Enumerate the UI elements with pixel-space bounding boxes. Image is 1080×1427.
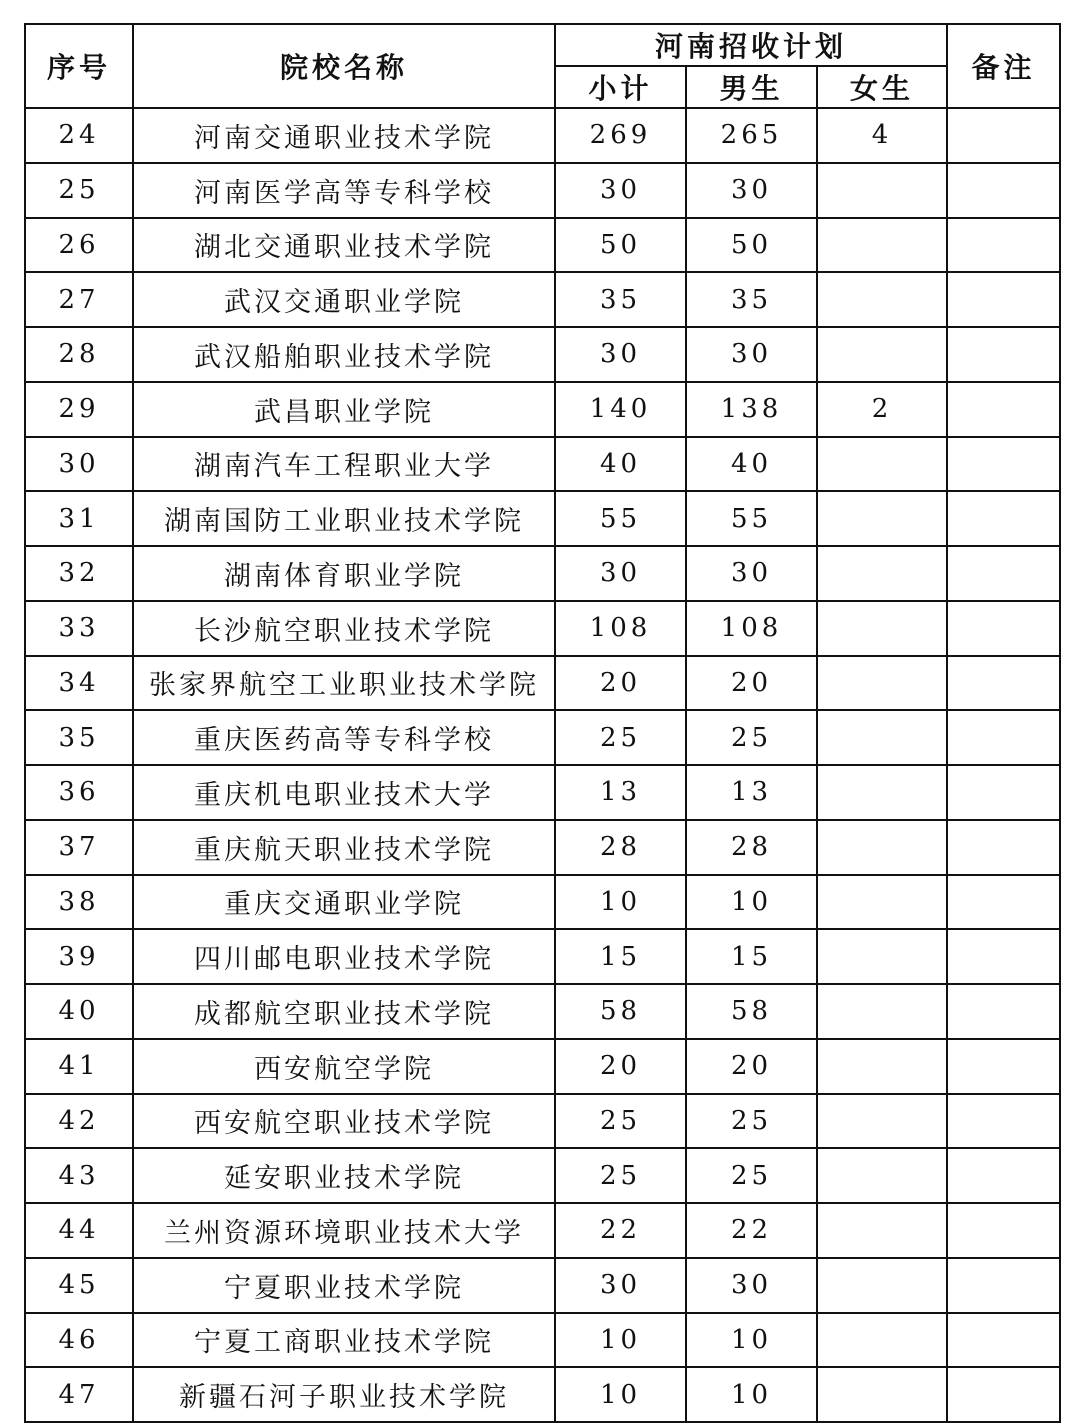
cell-male: 10	[686, 1313, 817, 1368]
cell-note	[947, 163, 1060, 218]
cell-school: 湖南汽车工程职业大学	[133, 437, 555, 492]
cell-subtotal: 55	[555, 491, 686, 546]
cell-female	[817, 272, 947, 327]
table-row	[25, 1258, 1060, 1313]
cell-seq: 28	[25, 327, 133, 382]
cell-school: 重庆航天职业技术学院	[133, 820, 555, 875]
table-row	[25, 765, 1060, 820]
cell-note	[947, 382, 1060, 437]
cell-male: 40	[686, 437, 817, 492]
cell-female	[817, 820, 947, 875]
cell-seq: 40	[25, 984, 133, 1039]
cell-male: 10	[686, 875, 817, 930]
cell-school: 长沙航空职业技术学院	[133, 601, 555, 656]
cell-subtotal: 22	[555, 1203, 686, 1258]
cell-note	[947, 1094, 1060, 1149]
cell-seq: 37	[25, 820, 133, 875]
cell-note	[947, 218, 1060, 273]
cell-school: 延安职业技术学院	[133, 1148, 555, 1203]
cell-note	[947, 1203, 1060, 1258]
cell-female: 4	[817, 108, 947, 163]
cell-school: 武汉交通职业学院	[133, 272, 555, 327]
table-row	[25, 163, 1060, 218]
cell-male: 58	[686, 984, 817, 1039]
cell-seq: 34	[25, 656, 133, 711]
header-male: 男生	[686, 66, 817, 108]
cell-school: 新疆石河子职业技术学院	[133, 1367, 555, 1422]
cell-seq: 33	[25, 601, 133, 656]
cell-note	[947, 875, 1060, 930]
header-seq: 序号	[25, 24, 133, 108]
header-school: 院校名称	[133, 24, 555, 108]
cell-subtotal: 13	[555, 765, 686, 820]
cell-subtotal: 269	[555, 108, 686, 163]
cell-seq: 29	[25, 382, 133, 437]
table-row	[25, 218, 1060, 273]
cell-note	[947, 1258, 1060, 1313]
cell-school: 宁夏职业技术学院	[133, 1258, 555, 1313]
cell-seq: 25	[25, 163, 133, 218]
cell-male: 25	[686, 710, 817, 765]
cell-note	[947, 1367, 1060, 1422]
cell-female	[817, 1039, 947, 1094]
cell-seq: 38	[25, 875, 133, 930]
cell-school: 四川邮电职业技术学院	[133, 929, 555, 984]
enrollment-plan-table	[24, 23, 1061, 1423]
cell-female	[817, 710, 947, 765]
cell-subtotal: 25	[555, 1094, 686, 1149]
table-row	[25, 710, 1060, 765]
table-row	[25, 1367, 1060, 1422]
cell-note	[947, 437, 1060, 492]
cell-subtotal: 30	[555, 327, 686, 382]
cell-male: 30	[686, 546, 817, 601]
cell-male: 25	[686, 1094, 817, 1149]
table-row	[25, 1094, 1060, 1149]
cell-female	[817, 327, 947, 382]
cell-school: 西安航空职业技术学院	[133, 1094, 555, 1149]
cell-subtotal: 25	[555, 1148, 686, 1203]
table-row	[25, 656, 1060, 711]
cell-school: 湖南体育职业学院	[133, 546, 555, 601]
cell-female	[817, 437, 947, 492]
cell-seq: 31	[25, 491, 133, 546]
cell-subtotal: 10	[555, 1367, 686, 1422]
cell-female	[817, 765, 947, 820]
table-row	[25, 1148, 1060, 1203]
cell-note	[947, 327, 1060, 382]
table-row	[25, 382, 1060, 437]
cell-subtotal: 35	[555, 272, 686, 327]
cell-seq: 47	[25, 1367, 133, 1422]
cell-male: 30	[686, 1258, 817, 1313]
cell-school: 兰州资源环境职业技术大学	[133, 1203, 555, 1258]
cell-note	[947, 929, 1060, 984]
cell-subtotal: 15	[555, 929, 686, 984]
cell-subtotal: 10	[555, 875, 686, 930]
table-row	[25, 491, 1060, 546]
header-row-top	[25, 24, 1060, 66]
cell-school: 西安航空学院	[133, 1039, 555, 1094]
cell-male: 28	[686, 820, 817, 875]
cell-school: 成都航空职业技术学院	[133, 984, 555, 1039]
cell-note	[947, 656, 1060, 711]
cell-note	[947, 1039, 1060, 1094]
cell-seq: 26	[25, 218, 133, 273]
cell-school: 重庆医药高等专科学校	[133, 710, 555, 765]
cell-female	[817, 546, 947, 601]
cell-female	[817, 1203, 947, 1258]
table-row	[25, 929, 1060, 984]
cell-school: 河南交通职业技术学院	[133, 108, 555, 163]
cell-female	[817, 984, 947, 1039]
cell-male: 50	[686, 218, 817, 273]
cell-school: 湖北交通职业技术学院	[133, 218, 555, 273]
table-row	[25, 1313, 1060, 1368]
cell-note	[947, 765, 1060, 820]
cell-female	[817, 491, 947, 546]
cell-female	[817, 929, 947, 984]
cell-subtotal: 20	[555, 656, 686, 711]
cell-seq: 43	[25, 1148, 133, 1203]
table-row	[25, 820, 1060, 875]
cell-note	[947, 1313, 1060, 1368]
cell-male: 15	[686, 929, 817, 984]
cell-male: 265	[686, 108, 817, 163]
cell-female	[817, 1258, 947, 1313]
table-row	[25, 875, 1060, 930]
table-row	[25, 108, 1060, 163]
cell-note	[947, 108, 1060, 163]
cell-male: 20	[686, 656, 817, 711]
cell-seq: 44	[25, 1203, 133, 1258]
cell-subtotal: 30	[555, 1258, 686, 1313]
table-body	[25, 108, 1060, 1422]
cell-female	[817, 875, 947, 930]
cell-female	[817, 1094, 947, 1149]
cell-note	[947, 820, 1060, 875]
cell-school: 湖南国防工业职业技术学院	[133, 491, 555, 546]
cell-female	[817, 601, 947, 656]
cell-seq: 41	[25, 1039, 133, 1094]
cell-seq: 32	[25, 546, 133, 601]
cell-subtotal: 40	[555, 437, 686, 492]
cell-female	[817, 1148, 947, 1203]
cell-male: 108	[686, 601, 817, 656]
cell-female: 2	[817, 382, 947, 437]
cell-school: 重庆机电职业技术大学	[133, 765, 555, 820]
cell-male: 30	[686, 163, 817, 218]
table-row	[25, 601, 1060, 656]
cell-school: 张家界航空工业职业技术学院	[133, 656, 555, 711]
cell-seq: 39	[25, 929, 133, 984]
cell-school: 重庆交通职业学院	[133, 875, 555, 930]
cell-female	[817, 1313, 947, 1368]
cell-note	[947, 491, 1060, 546]
cell-seq: 24	[25, 108, 133, 163]
cell-subtotal: 50	[555, 218, 686, 273]
cell-subtotal: 30	[555, 546, 686, 601]
cell-male: 55	[686, 491, 817, 546]
cell-school: 武汉船舶职业技术学院	[133, 327, 555, 382]
table-row	[25, 437, 1060, 492]
header-subtotal: 小计	[555, 66, 686, 108]
cell-subtotal: 30	[555, 163, 686, 218]
cell-note	[947, 546, 1060, 601]
table-row	[25, 1203, 1060, 1258]
table-row	[25, 272, 1060, 327]
table-header	[25, 24, 1060, 108]
cell-school: 河南医学高等专科学校	[133, 163, 555, 218]
cell-male: 35	[686, 272, 817, 327]
cell-seq: 27	[25, 272, 133, 327]
cell-note	[947, 601, 1060, 656]
cell-subtotal: 28	[555, 820, 686, 875]
cell-male: 13	[686, 765, 817, 820]
cell-note	[947, 984, 1060, 1039]
cell-male: 138	[686, 382, 817, 437]
cell-note	[947, 272, 1060, 327]
header-plan-group: 河南招收计划	[555, 24, 947, 66]
cell-school: 宁夏工商职业技术学院	[133, 1313, 555, 1368]
header-female: 女生	[817, 66, 947, 108]
cell-female	[817, 163, 947, 218]
cell-seq: 46	[25, 1313, 133, 1368]
cell-note	[947, 1148, 1060, 1203]
cell-seq: 35	[25, 710, 133, 765]
cell-seq: 36	[25, 765, 133, 820]
cell-seq: 30	[25, 437, 133, 492]
cell-female	[817, 1367, 947, 1422]
cell-male: 10	[686, 1367, 817, 1422]
cell-subtotal: 20	[555, 1039, 686, 1094]
cell-subtotal: 10	[555, 1313, 686, 1368]
cell-subtotal: 140	[555, 382, 686, 437]
cell-subtotal: 25	[555, 710, 686, 765]
cell-note	[947, 710, 1060, 765]
cell-subtotal: 108	[555, 601, 686, 656]
cell-male: 22	[686, 1203, 817, 1258]
cell-female	[817, 218, 947, 273]
cell-subtotal: 58	[555, 984, 686, 1039]
table-row	[25, 1039, 1060, 1094]
table-row	[25, 546, 1060, 601]
cell-school: 武昌职业学院	[133, 382, 555, 437]
cell-seq: 45	[25, 1258, 133, 1313]
cell-female	[817, 656, 947, 711]
cell-seq: 42	[25, 1094, 133, 1149]
header-note: 备注	[947, 24, 1060, 108]
cell-male: 20	[686, 1039, 817, 1094]
table-row	[25, 327, 1060, 382]
cell-male: 30	[686, 327, 817, 382]
cell-male: 25	[686, 1148, 817, 1203]
table-row	[25, 984, 1060, 1039]
